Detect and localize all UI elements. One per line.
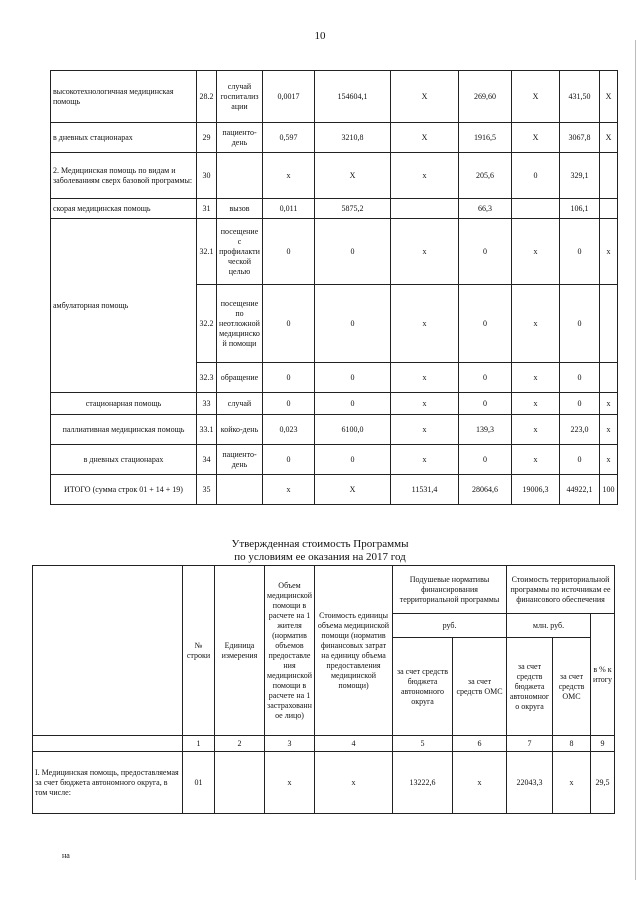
- table-row: в дневных стационарах 29 пациенто-день 0,597 3210,8 X 1916,5 X 3067,8 X: [51, 123, 618, 153]
- table-row: 2. Медицинская помощь по видам и заболеваниям сверх базовой программы: 30 х Х х 205,6 0 329,1: [51, 153, 618, 199]
- title-line-1: Утвержденная стоимость Программы: [231, 538, 409, 550]
- table-row: высокотехнологичная медицинская помощь 28.2 случай госпитализации 0,0017 154604,1 X 269,60 X 431,50 X: [51, 71, 618, 123]
- table-row: паллиативная медицинская помощь 33.1 койко-день 0,023 6100,0 х 139,3 х 223,0 х: [51, 415, 618, 445]
- header-name-col: [33, 566, 183, 736]
- table-row: амбулаторная помощь 32.1 посещение с профилактической целью 0 0 х 0 х 0 х: [51, 219, 618, 285]
- table-row: 32.2 посещение по неотложной медицинской помощи 0 0 х 0 х 0: [51, 285, 618, 363]
- header-cost: Стоимость единицы объема медицинской помощи (норматив финансовых затрат на единицу объема предоставления медицинской помощи): [315, 566, 393, 736]
- header-num: № строки: [183, 566, 215, 736]
- column-number-row: 1 2 3 4 5 6 7 8 9: [33, 736, 615, 752]
- title-line-2: по условиям ее оказания на 2017 год: [234, 551, 406, 563]
- header-row: руб. млн. руб. в % к итогу: [33, 614, 615, 638]
- table-row: скорая медицинская помощь 31 вызов 0,011 5875,2 66,3 106,1: [51, 199, 618, 219]
- header-per-capita: Подушевые нормативы финансирования территориальной программы: [393, 566, 507, 614]
- header-unit: Единица измерения: [215, 566, 265, 736]
- footnote: на: [62, 851, 70, 860]
- scan-edge-line: [635, 40, 636, 880]
- table-row: в дневных стационарах 34 пациенто-день 0 0 х 0 х 0 х: [51, 445, 618, 475]
- ambulatory-label: амбулаторная помощь: [51, 219, 197, 393]
- header-total: Стоимость территориальной программы по источникам ее финансового обеспечения: [507, 566, 615, 614]
- table-row: стационарная помощь 33 случай 0 0 х 0 х 0 х: [51, 393, 618, 415]
- program-cost-table: [32, 565, 615, 814]
- header-row: [33, 566, 615, 614]
- table-row: 32.3 обращение 0 0 х 0 х 0: [51, 363, 618, 393]
- page-number: 10: [314, 30, 326, 42]
- header-row: за счет средств бюджета автономного округа за счет средств ОМС за счет средств бюджета автономного округа за счет средств ОМС: [33, 638, 615, 736]
- table-row-total: ИТОГО (сумма строк 01 + 14 + 19) 35 х Х 11531,4 28064,6 19006,3 44922,1 100: [51, 475, 618, 505]
- row-name: высокотехнологичная медицинская помощь: [51, 71, 197, 123]
- header-volume: Объем медицинской помощи в расчете на 1 жителя (норматив объемов предоставления медицинской помощи в расчете на 1 застрахованное лицо): [265, 566, 315, 736]
- section-title: [0, 538, 640, 564]
- summary-table: [50, 70, 618, 505]
- table-row: I. Медицинская помощь, предоставляемая за счет бюджета автономного округа, в том числе: 01 х х 13222,6 х 22043,3 х 29,5: [33, 752, 615, 814]
